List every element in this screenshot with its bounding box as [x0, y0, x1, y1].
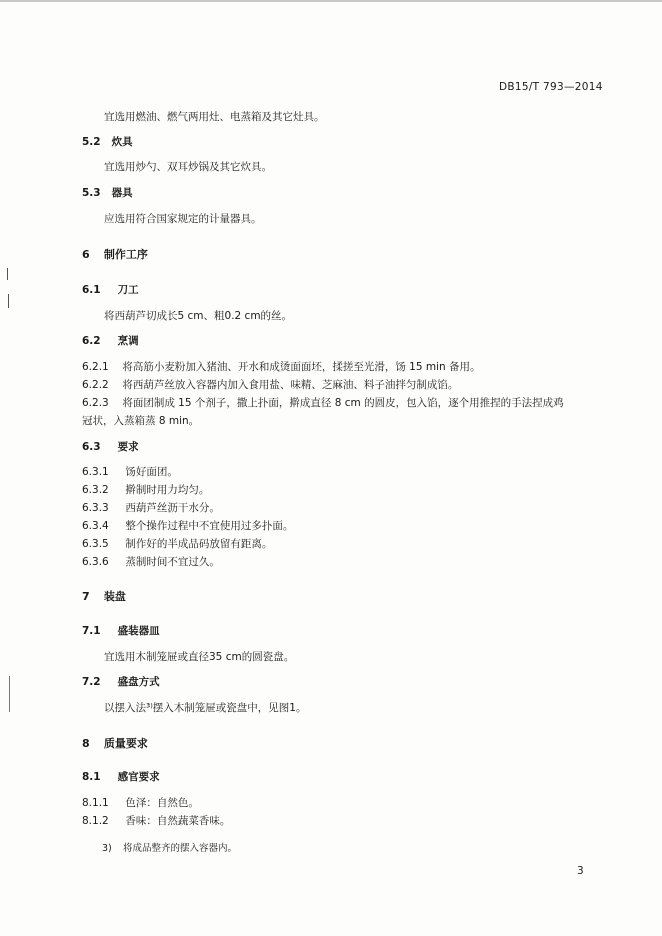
clause-number: 6.3.1: [82, 466, 109, 478]
chapter-number: 6: [82, 248, 90, 261]
body-text: 宜选用木制笼屉或直径35 cm的圆瓷盘。: [104, 651, 295, 663]
section-number: 7.2: [82, 676, 101, 688]
clause-item: [82, 483, 209, 497]
chapter-heading: [82, 590, 126, 604]
chapter-number: 7: [82, 590, 90, 603]
clause-text: 擀制时用力均匀。: [125, 484, 210, 496]
chapter-title: 制作工序: [103, 248, 148, 261]
scan-edge: [0, 0, 662, 2]
clause-number: 6.3.6: [82, 556, 109, 568]
clause-number: 6.2.2: [82, 379, 109, 391]
section-number: 8.1: [82, 771, 101, 783]
clause-text: 西葫芦丝沥干水分。: [125, 502, 220, 514]
clause-item: [82, 537, 272, 551]
scan-mark: [8, 294, 9, 308]
section-heading: [82, 334, 139, 348]
clause-number: 6.3.3: [82, 502, 109, 514]
section-heading: [82, 675, 160, 689]
clause-number: 6.3.4: [82, 520, 109, 532]
clause-text: 色泽：自然色。: [125, 797, 199, 809]
section-heading: [82, 440, 139, 454]
clause-number: 6.3.5: [82, 538, 109, 550]
document-code: DB15/T 793—2014: [499, 81, 603, 93]
clause-item: [82, 360, 481, 374]
clause-item: [82, 378, 458, 392]
clause-text: 将高筋小麦粉加入猪油、开水和成烫面面坯，揉搓至光滑，饧 15 min 备用。: [122, 361, 481, 373]
clause-item: [82, 396, 564, 410]
clause-text: 制作好的半成品码放留有距离。: [125, 538, 273, 550]
section-heading: [82, 283, 139, 297]
clause-number: 6.2.1: [82, 361, 109, 373]
section-title: 炊具: [111, 136, 133, 148]
section-number: 5.3: [82, 187, 101, 199]
section-title: 盛盘方式: [117, 676, 160, 688]
section-heading: [82, 135, 133, 149]
clause-continuation: 冠状，入蒸箱蒸 8 min。: [82, 415, 200, 427]
clause-item: [82, 555, 220, 569]
section-number: 7.1: [82, 625, 101, 637]
section-number: 6.1: [82, 284, 101, 296]
body-text: 宜选用燃油、燃气两用灶、电蒸箱及其它灶具。: [104, 111, 325, 123]
clause-text: 饧好面团。: [125, 466, 178, 478]
section-title: 盛装器皿: [117, 625, 160, 637]
section-heading: [82, 186, 133, 200]
clause-text: 将西葫芦丝放入容器内加入食用盐、味精、芝麻油、料子油拌匀制成馅。: [122, 379, 459, 391]
clause-item: [82, 519, 293, 533]
clause-text: 将面团制成 15 个剂子，撒上扑面，擀成直径 8 cm 的圆皮，包入馅，逐个用推捏的手法捏成鸡: [122, 397, 564, 409]
clause-number: 8.1.2: [82, 815, 109, 827]
clause-number: 8.1.1: [82, 797, 109, 809]
clause-text: 蒸制时间不宜过久。: [125, 556, 220, 568]
clause-item: [82, 465, 178, 479]
section-title: 烹调: [117, 335, 139, 347]
chapter-title: 装盘: [103, 590, 126, 603]
section-number: 5.2: [82, 136, 101, 148]
footnote: [102, 842, 237, 856]
page-number: 3: [577, 865, 584, 877]
footnote-marker: 3): [102, 843, 112, 854]
footnote-text: 将成品整齐的摆入容器内。: [123, 843, 238, 854]
clause-item: [82, 796, 199, 810]
section-title: 感官要求: [117, 771, 160, 783]
chapter-heading: [82, 248, 148, 262]
clause-item: [82, 814, 230, 828]
clause-text: 整个操作过程中不宜使用过多扑面。: [125, 520, 294, 532]
section-title: 器具: [111, 187, 133, 199]
body-text: 宜选用炒勺、双耳炒锅及其它炊具。: [104, 161, 272, 173]
clause-number: 6.3.2: [82, 484, 109, 496]
clause-item: [82, 501, 220, 515]
body-text: 以摆入法³⁾摆入木制笼屉或瓷盘中，见图1。: [104, 702, 307, 714]
section-heading: [82, 624, 160, 638]
section-number: 6.3: [82, 441, 101, 453]
chapter-title: 质量要求: [103, 737, 148, 750]
clause-number: 6.2.3: [82, 397, 109, 409]
chapter-heading: [82, 737, 148, 751]
body-text: 应选用符合国家规定的计量器具。: [104, 213, 262, 225]
section-title: 刀工: [117, 284, 139, 296]
clause-text: 香味：自然蔬菜香味。: [125, 815, 231, 827]
body-text: 将西葫芦切成长5 cm、粗0.2 cm的丝。: [104, 310, 293, 322]
section-number: 6.2: [82, 335, 101, 347]
scan-mark: [7, 268, 8, 280]
scan-mark: [9, 676, 10, 712]
chapter-number: 8: [82, 737, 90, 750]
section-title: 要求: [117, 441, 139, 453]
section-heading: [82, 770, 160, 784]
